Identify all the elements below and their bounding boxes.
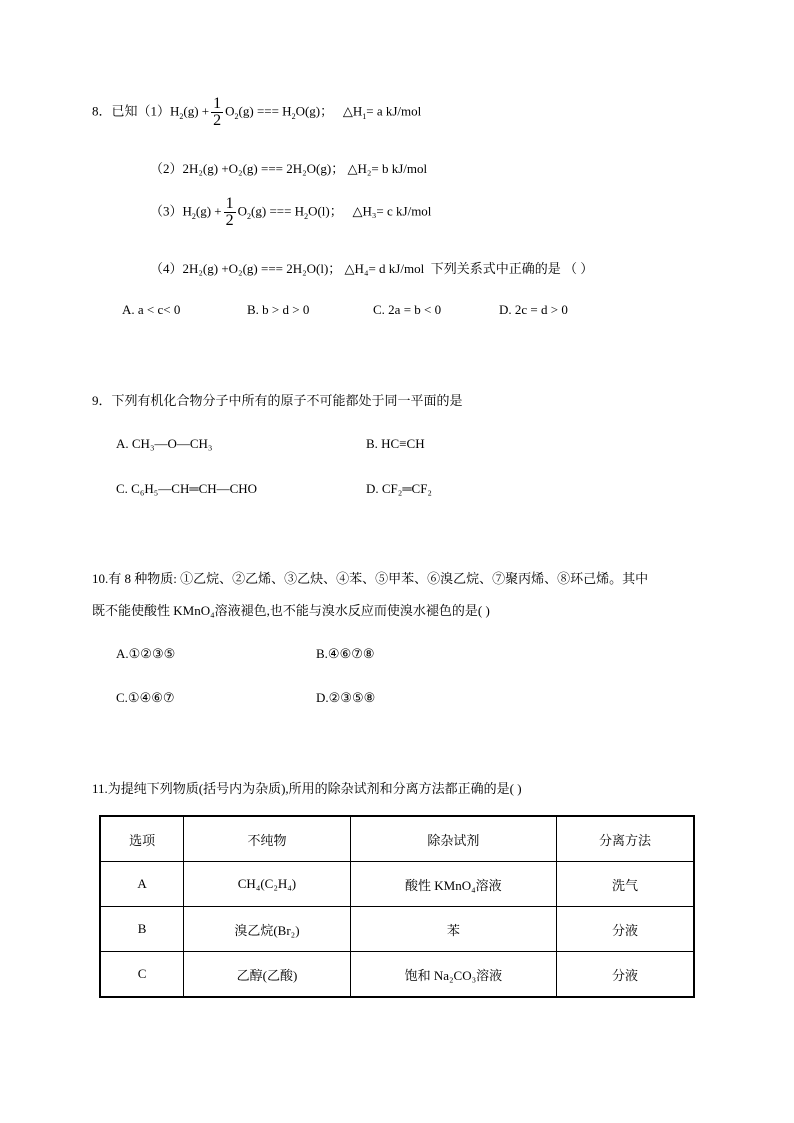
table-header: 分离方法 (557, 816, 695, 862)
q8-option-c[interactable]: C. 2a = b < 0 (373, 302, 442, 317)
q8-option-a[interactable]: A. a < c< 0 (122, 302, 181, 317)
q11-stem: 11.为提纯下列物质(括号内为杂质),所用的除杂试剂和分离方法都正确的是( ) (92, 781, 522, 796)
frac-num: 1 (213, 95, 222, 112)
q8-l3-c: O (237, 203, 248, 219)
table-cell: 乙醇(乙酸) (184, 952, 351, 998)
q8-l3-f: △H₃= c kJ/mol (352, 203, 432, 219)
table-cell: B (100, 907, 184, 952)
q8-l3-d: (g) === H (251, 203, 305, 219)
sub: 2 (247, 212, 252, 222)
table-cell: 饱和 Na₂CO₃溶液 (350, 952, 556, 998)
q8-l1-c: O (225, 103, 235, 119)
fraction-half (211, 96, 223, 129)
table-header-row (100, 816, 694, 862)
fraction-half (224, 196, 236, 229)
table-cell: 分液 (557, 952, 695, 998)
sub: 1 (362, 112, 367, 122)
table-row (100, 862, 694, 907)
table-cell: 洗气 (557, 862, 695, 907)
q9-option-b[interactable]: B. HC≡CH (366, 436, 425, 451)
table-cell: 溴乙烷(Br₂) (184, 907, 351, 952)
q10-stem-line1: 10.有 8 种物质: ①乙烷、②乙烯、③乙炔、④苯、⑤甲苯、⑥溴乙烷、⑦聚丙烯、⑧环己烯。其中 (92, 571, 649, 586)
q8-line3 (150, 196, 431, 229)
q8-l4-tail: 下列关系式中正确的是 （ ） (430, 261, 594, 276)
frac-num: 1 (225, 195, 234, 212)
sub: 2 (304, 212, 309, 222)
table-header: 除杂试剂 (350, 816, 556, 862)
q8-line1 (92, 96, 421, 129)
table-cell: 分液 (557, 907, 695, 952)
q8-l4: （4）2H₂(g) +O₂(g) === 2H₂O(l)； △H₄= d kJ/mol (150, 261, 425, 276)
table-cell: A (100, 862, 184, 907)
frac-den: 2 (213, 112, 222, 129)
q10-option-a[interactable]: A.①②③⑤ (116, 646, 176, 661)
table-row (100, 952, 694, 998)
q8-l3-b: (g) + (195, 203, 222, 219)
table-row (100, 907, 694, 952)
q9-stem: 9．下列有机化合物分子中所有的原子不可能都处于同一平面的是 (92, 393, 463, 408)
q10-option-b[interactable]: B.④⑥⑦⑧ (316, 646, 375, 661)
sub: 2 (291, 112, 296, 122)
q8-l1-b: (g) + (183, 103, 210, 119)
q8-option-b[interactable]: B. b > d > 0 (247, 302, 310, 317)
table-cell: 苯 (350, 907, 556, 952)
q8-line2: （2）2H₂(g) +O₂(g) === 2H₂O(g)； △H₂= b kJ/mol (150, 161, 428, 176)
q8-l1-e: O(g)； (295, 103, 334, 119)
sub: 2 (234, 112, 239, 122)
q10-option-c[interactable]: C.①④⑥⑦ (116, 690, 175, 705)
sub: 2 (179, 112, 184, 122)
q8-l1-dh: △H (342, 103, 363, 119)
q8-l3-e: O(l)； (308, 203, 343, 219)
q10-stem-line2: 既不能使酸性 KMnO₄溶液褪色,也不能与溴水反应而使溴水褪色的是( ) (92, 603, 490, 618)
q8-l3-a: （3）H (150, 203, 192, 219)
q8-l1-f: = a kJ/mol (366, 103, 422, 119)
sub: 2 (191, 212, 196, 222)
q8-option-d[interactable]: D. 2c = d > 0 (499, 302, 568, 317)
q8-line4 (150, 258, 593, 277)
q9-option-d[interactable]: D. CF₂═CF₂ (366, 481, 432, 496)
q9-option-a[interactable]: A. CH₃—O—CH₃ (116, 436, 213, 451)
q8-l1-d: (g) === H (238, 103, 292, 119)
frac-den: 2 (225, 212, 234, 229)
q11-table (99, 815, 695, 998)
table-header: 选项 (100, 816, 184, 862)
table-cell: 酸性 KMnO₄溶液 (350, 862, 556, 907)
table-cell: C (100, 952, 184, 998)
q10-option-d[interactable]: D.②③⑤⑧ (316, 690, 376, 705)
q8-l1-a: 8．已知（1）H (92, 103, 180, 119)
table-header: 不纯物 (184, 816, 351, 862)
table-cell: CH₄(C₂H₄) (184, 862, 351, 907)
q9-option-c[interactable]: C. C₆H₅—CH═CH—CHO (116, 481, 258, 496)
